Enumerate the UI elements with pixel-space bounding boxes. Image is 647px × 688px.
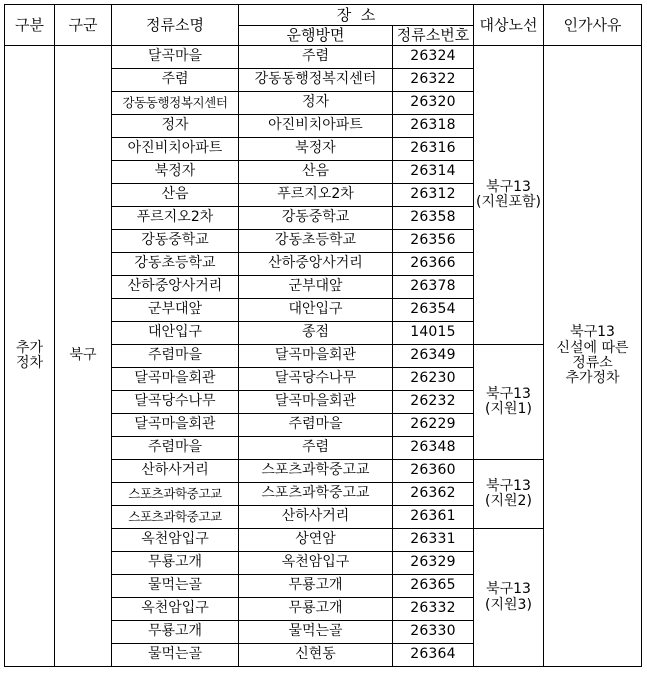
header-stop-number: 정류소번호 [393,26,474,46]
stop-number-cell: 26330 [393,621,474,644]
route-cell [474,46,544,345]
stop-number-cell: 26229 [393,414,474,437]
stop-name-cell: 옥천암입구 [112,529,239,552]
stop-number-cell: 26366 [393,253,474,276]
category-text: 정차 [15,355,44,371]
direction-cell: 달곡당수나무 [239,368,393,391]
stop-number-cell: 26316 [393,138,474,161]
reason-text: 추가정차 [565,370,620,387]
direction-cell: 달곡마을회관 [239,345,393,368]
header-stop-name: 정류소명 [112,5,239,46]
stop-number-cell: 26329 [393,552,474,575]
direction-cell: 군부대앞 [239,276,393,299]
header-direction: 운행방면 [239,26,393,46]
stop-number-cell: 26322 [393,69,474,92]
stop-number-cell: 26356 [393,230,474,253]
stop-name-cell: 산음 [112,184,239,207]
route-cell [474,345,544,460]
stop-name-cell: 강동동행정복지센터 [112,92,239,115]
stop-number-cell: 26318 [393,115,474,138]
stop-name-cell: 산하사거리 [112,460,239,483]
bus-stop-table [4,4,642,667]
direction-cell: 무룡고개 [239,598,393,621]
route-cell [474,460,544,529]
stop-number-cell: 26320 [393,92,474,115]
direction-cell: 물먹는골 [239,621,393,644]
stop-name-cell: 물먹는골 [112,644,239,667]
direction-cell: 스포츠과학중고교 [239,483,393,506]
stop-name-cell: 강동초등학교 [112,253,239,276]
direction-cell: 상연암 [239,529,393,552]
reason-text: 북구13 [570,324,615,341]
direction-cell: 강동초등학교 [239,230,393,253]
direction-cell: 강동중학교 [239,207,393,230]
route-cell [474,529,544,667]
table-row [5,46,642,69]
header-gugun: 구군 [55,5,112,46]
reason-cell [544,46,642,667]
stop-name-cell: 달곡마을회관 [112,414,239,437]
stop-name-cell: 옥천암입구 [112,598,239,621]
route-text: (지원3) [485,596,532,613]
direction-cell: 주렴 [239,46,393,69]
stop-number-cell: 26349 [393,345,474,368]
stop-number-cell: 26361 [393,506,474,529]
stop-name-cell: 무룡고개 [112,552,239,575]
direction-cell: 정자 [239,92,393,115]
reason-text: 신설에 따른 [556,339,629,356]
route-text: 북구13 [486,477,531,494]
category-cell [5,46,55,667]
route-text: (지원1) [485,401,532,417]
stop-number-cell: 26348 [393,437,474,460]
direction-cell: 아진비치아파트 [239,115,393,138]
direction-cell: 산하사거리 [239,506,393,529]
stop-number-cell: 26324 [393,46,474,69]
direction-cell: 대안입구 [239,299,393,322]
stop-number-cell: 26312 [393,184,474,207]
stop-name-cell: 대안입구 [112,322,239,345]
header-reason: 인가사유 [544,5,642,46]
stop-name-cell: 주렴 [112,69,239,92]
stop-number-cell: 26364 [393,644,474,667]
header-route: 대상노선 [474,5,544,46]
header-location: 장 소 [239,5,474,26]
direction-cell: 달곡마을회관 [239,391,393,414]
direction-cell: 스포츠과학중고교 [239,460,393,483]
reason-text: 정류소 [572,355,613,371]
stop-name-cell: 강동중학교 [112,230,239,253]
stop-number-cell: 26230 [393,368,474,391]
stop-name-cell: 스포츠과학중고교 [112,483,239,506]
stop-name-cell: 주렴마을 [112,437,239,460]
header-gubun: 구분 [5,5,55,46]
stop-name-cell: 북정자 [112,161,239,184]
direction-cell: 산음 [239,161,393,184]
stop-number-cell: 26365 [393,575,474,598]
stop-number-cell: 26360 [393,460,474,483]
route-text: 북구13 [486,178,531,195]
stop-number-cell: 14015 [393,322,474,345]
direction-cell: 푸르지오2차 [239,184,393,207]
direction-cell: 무룡고개 [239,575,393,598]
direction-cell: 주렴마을 [239,414,393,437]
stop-number-cell: 26232 [393,391,474,414]
stop-name-cell: 푸르지오2차 [112,207,239,230]
route-text: 북구13 [486,385,531,402]
district-cell: 북구 [55,46,112,667]
direction-cell: 강동동행정복지센터 [239,69,393,92]
stop-name-cell: 물먹는골 [112,575,239,598]
stop-number-cell: 26362 [393,483,474,506]
direction-cell: 옥천암입구 [239,552,393,575]
stop-name-cell: 스포츠과학중고교 [112,506,239,529]
stop-name-cell: 무룡고개 [112,621,239,644]
stop-number-cell: 26331 [393,529,474,552]
stop-number-cell: 26314 [393,161,474,184]
stop-name-cell: 주렴마을 [112,345,239,368]
stop-name-cell: 산하중앙사거리 [112,276,239,299]
stop-number-cell: 26378 [393,276,474,299]
direction-cell: 북정자 [239,138,393,161]
stop-name-cell: 달곡마을회관 [112,368,239,391]
direction-cell: 산하중앙사거리 [239,253,393,276]
direction-cell: 종점 [239,322,393,345]
stop-name-cell: 달곡마을 [112,46,239,69]
category-text: 추가 [15,339,44,356]
stop-name-cell: 아진비치아파트 [112,138,239,161]
stop-number-cell: 26332 [393,598,474,621]
direction-cell: 신현동 [239,644,393,667]
stop-number-cell: 26354 [393,299,474,322]
stop-number-cell: 26358 [393,207,474,230]
stop-name-cell: 달곡당수나무 [112,391,239,414]
route-text: 북구13 [486,581,531,598]
stop-name-cell: 정자 [112,115,239,138]
route-text: (지원포함) [475,194,542,210]
stop-name-cell: 군부대앞 [112,299,239,322]
direction-cell: 주렴 [239,437,393,460]
route-text: (지원2) [485,493,532,509]
